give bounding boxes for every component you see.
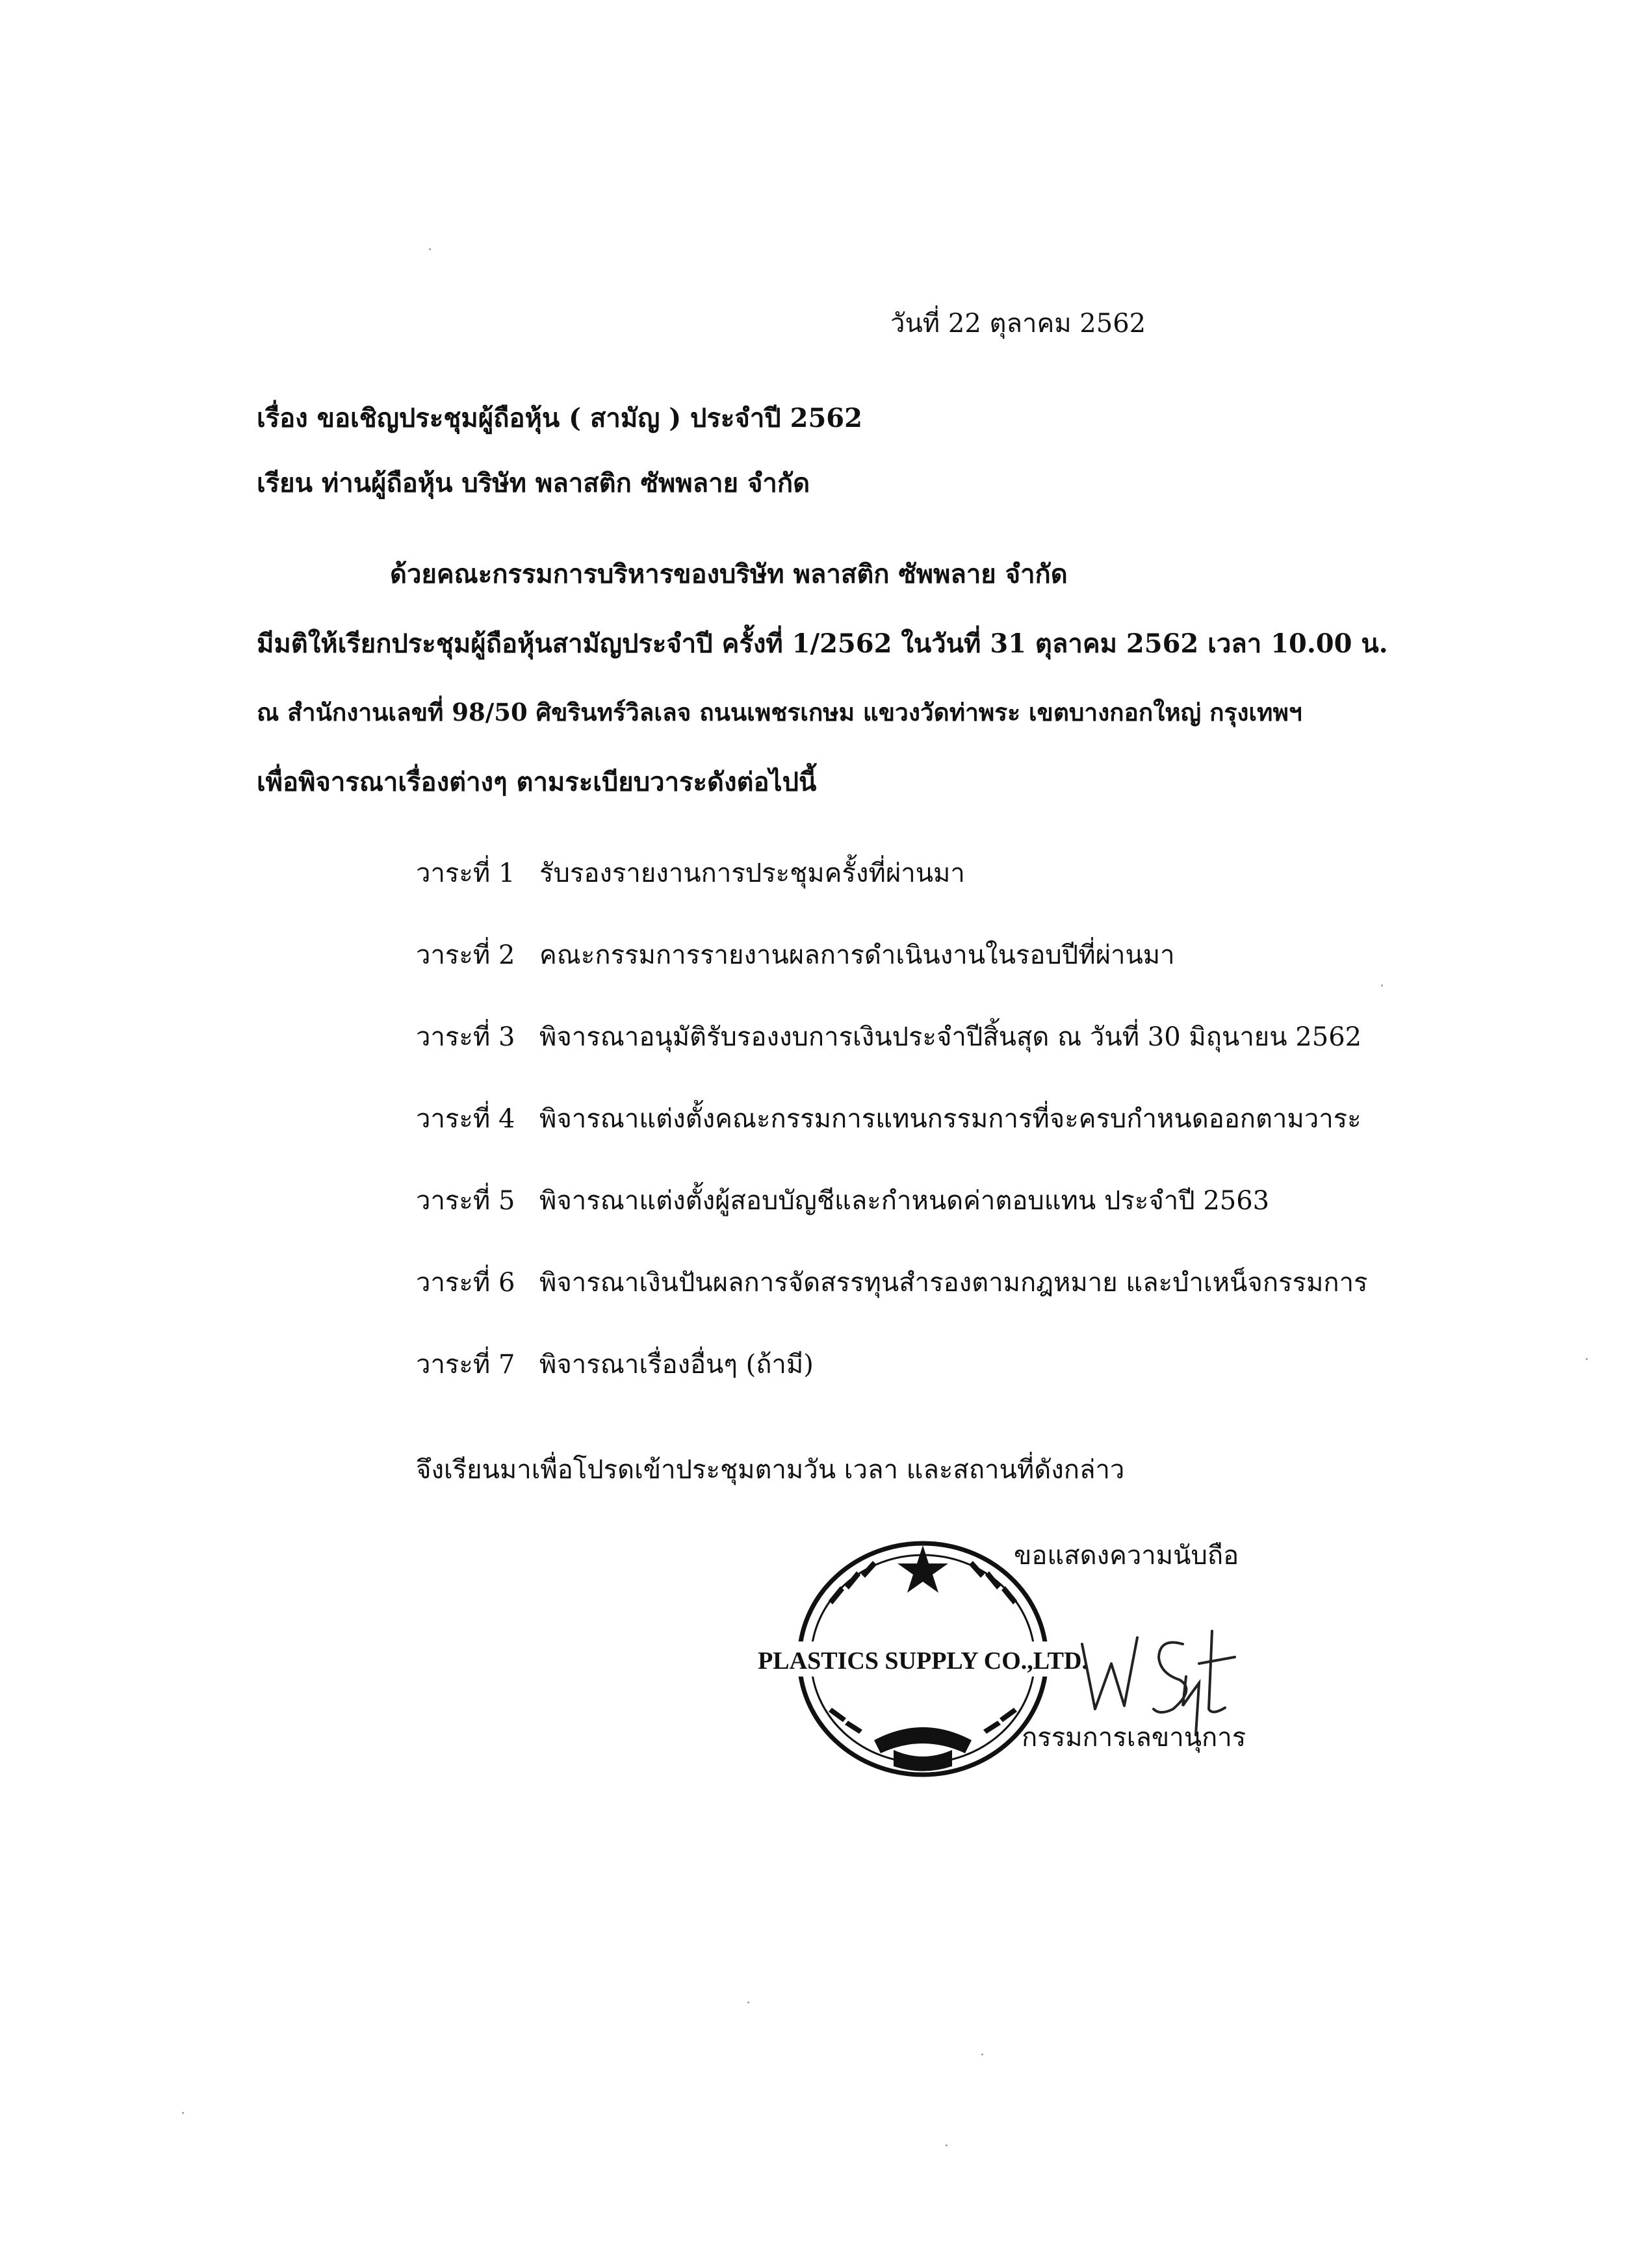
agenda-label: วาระที่ 7 [416,1350,515,1380]
agenda-label: วาระที่ 5 [416,1186,515,1216]
agenda-text: พิจารณาแต่งตั้งคณะกรรมการแทนกรรมการที่จะครบกำหนดออกตามวาระ [539,1104,1362,1134]
scan-speck [981,2053,983,2055]
scan-speck [1381,984,1383,986]
scan-speck [1586,1358,1588,1360]
agenda-item [416,1348,814,1387]
scan-speck [182,2112,184,2114]
seal-text: PLASTICS SUPPLY CO.,LTD. [758,1647,1088,1675]
agenda-item [416,1102,1362,1141]
agenda-text: พิจารณาเงินปันผลการจัดสรรทุนสำรองตามกฎหมาย และบำเหน็จกรรมการ [539,1268,1368,1298]
letter-recipient: เรียน ท่านผู้ถือหุ้น บริษัท พลาสติก ซัพพลาย จำกัด [257,468,810,498]
agenda-item [416,938,1175,977]
scan-speck [429,248,431,250]
agenda-label: วาระที่ 1 [416,858,515,888]
agenda-text: รับรองรายงานการประชุมครั้งที่ผ่านมา [539,858,965,888]
signer-title: กรรมการเลขานุการ [1022,1723,1246,1753]
agenda-item [416,856,965,895]
closing-line: จึงเรียนมาเพื่อโปรดเข้าประชุมตามวัน เวลา และสถานที่ดังกล่าว [416,1455,1125,1485]
scan-speck [946,2144,948,2146]
agenda-label: วาระที่ 2 [416,940,515,970]
body-line-3: ณ สำนักงานเลขที่ 98/50 ศิขรินทร์วิลเลจ ถนนเพชรเกษม แขวงวัดท่าพระ เขตบางกอกใหญ่ กรุงเทพฯ [257,698,1302,727]
agenda-text: พิจารณาเรื่องอื่นๆ (ถ้ามี) [539,1350,814,1380]
agenda-label: วาระที่ 3 [416,1022,515,1052]
agenda-text: พิจารณาแต่งตั้งผู้สอบบัญชีและกำหนดค่าตอบแทน ประจำปี 2563 [539,1186,1270,1216]
agenda-label: วาระที่ 6 [416,1268,515,1298]
agenda-item [416,1020,1362,1059]
letter-subject: เรื่อง ขอเชิญประชุมผู้ถือหุ้น ( สามัญ ) ประจำปี 2562 [257,403,862,433]
body-line-1: ด้วยคณะกรรมการบริหารของบริษัท พลาสติก ซัพพลาย จำกัด [390,559,1068,589]
body-line-4: เพื่อพิจารณาเรื่องต่างๆ ตามระเบียบวาระดังต่อไปนี้ [257,767,817,797]
agenda-label: วาระที่ 4 [416,1104,515,1134]
agenda-text: พิจารณาอนุมัติรับรองงบการเงินประจำปีสิ้นสุด ณ วันที่ 30 มิถุนายน 2562 [539,1022,1362,1052]
body-line-2: มีมติให้เรียกประชุมผู้ถือหุ้นสามัญประจำปี ครั้งที่ 1/2562 ในวันที่ 31 ตุลาคม 2562 เวลา 10.00 น. [257,628,1388,659]
regards-line: ขอแสดงความนับถือ [1014,1541,1239,1571]
agenda-item [416,1266,1368,1305]
agenda-item [416,1184,1269,1223]
scan-speck [747,2001,749,2003]
agenda-text: คณะกรรมการรายงานผลการดำเนินงานในรอบปีที่ผ่านมา [539,940,1175,970]
letter-date: วันที่ 22 ตุลาคม 2562 [890,309,1146,339]
